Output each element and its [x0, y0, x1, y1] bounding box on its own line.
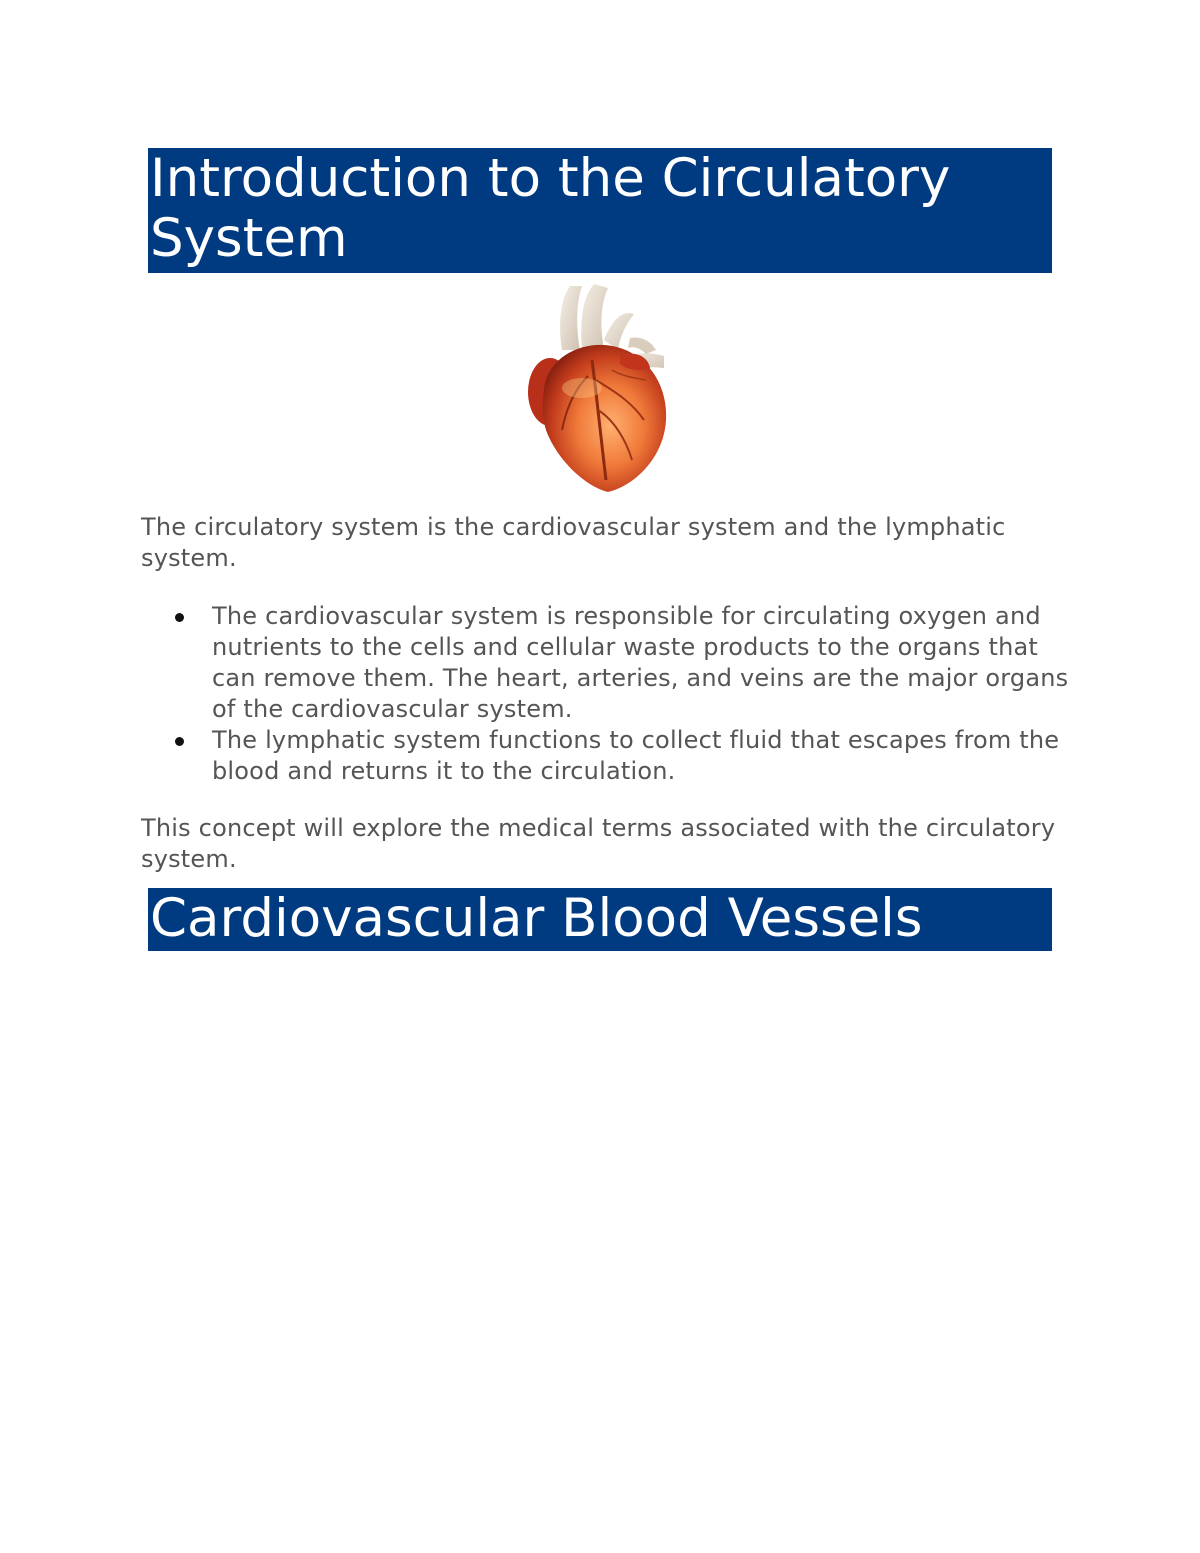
list-item [141, 725, 1071, 787]
bullet-icon [175, 613, 184, 622]
bullet-list [141, 601, 1071, 787]
section-heading-blood-vessels [148, 888, 1052, 951]
heart-illustration [522, 280, 672, 494]
bullet-text: The lymphatic system functions to collect fluid that escapes from the blood and returns it to the circulation. [212, 726, 1060, 785]
heading-text: Cardiovascular Blood Vessels [150, 888, 923, 949]
intro-paragraph: The circulatory system is the cardiovascular system and the lymphatic system. [141, 513, 1006, 572]
section-heading-circulatory [148, 148, 1052, 273]
heading-text: Introduction to the Circulatory System [150, 148, 951, 269]
list-item [141, 601, 1071, 725]
closing-paragraph: This concept will explore the medical terms associated with the circulatory system. [141, 814, 1056, 873]
bullet-icon [175, 737, 184, 746]
bullet-text: The cardiovascular system is responsible for circulating oxygen and nutrients to the cells and cellular waste products to the organs that can remove them. The heart, arteries, and veins are the major organs of the cardiovascular system. [212, 602, 1069, 723]
